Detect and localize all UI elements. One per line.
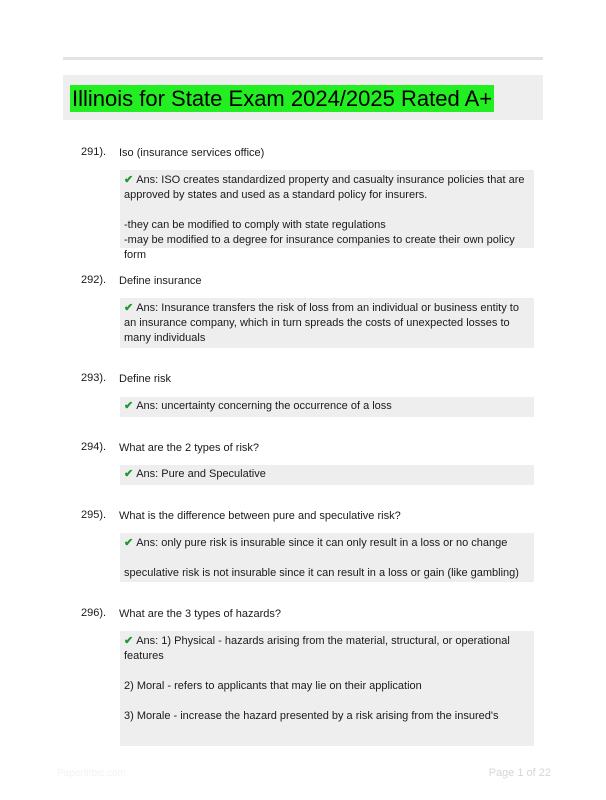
answer-line: -they can be modified to comply with state regulations <box>124 219 386 231</box>
answer-line: Ans: only pure risk is insurable since it can only result in a loss or no change <box>136 537 508 549</box>
top-divider <box>63 57 543 60</box>
question-text: Define risk <box>119 373 171 385</box>
check-icon: ✔ <box>124 537 134 549</box>
question-number: 291). <box>81 146 107 158</box>
footer-watermark: Papertitbic.com <box>57 768 126 779</box>
question-text: What is the difference between pure and speculative risk? <box>119 510 401 522</box>
check-icon: ✔ <box>124 635 134 647</box>
answer-line: Ans: 1) Physical - hazards arising from the material, structural, or operational features <box>124 635 510 662</box>
question-text: What are the 3 types of hazards? <box>119 608 282 620</box>
question-text: Iso (insurance services office) <box>119 147 265 159</box>
answer-line: 3) Morale - increase the hazard presented by a risk arising from the insured's <box>124 710 499 722</box>
check-icon: ✔ <box>124 174 134 186</box>
question-number: 294). <box>81 441 107 453</box>
answer-box <box>120 397 534 417</box>
check-icon: ✔ <box>124 302 134 314</box>
answer-line: Ans: Pure and Speculative <box>136 468 266 480</box>
question-number: 296). <box>81 607 107 619</box>
question-number: 293). <box>81 372 107 384</box>
answer-box <box>120 533 534 582</box>
answer-line: speculative risk is not insurable since it can result in a loss or gain (like gambling) <box>124 567 519 579</box>
answer-line: -may be modified to a degree for insurance companies to create their own policy form <box>124 234 515 261</box>
answer-box <box>120 298 534 348</box>
page-number: Page 1 of 22 <box>488 767 551 779</box>
answer-box <box>120 465 534 485</box>
question-number: 295). <box>81 509 107 521</box>
question-text: What are the 2 types of risk? <box>119 442 260 454</box>
answer-line: Ans: uncertainty concerning the occurrence of a loss <box>136 400 392 412</box>
answer-box <box>120 631 534 746</box>
question-number: 292). <box>81 274 107 286</box>
answer-line: Ans: Insurance transfers the risk of loss from an individual or business entity to an insurance company, which in turn spreads the costs of unexpected losses to many individuals <box>124 302 519 344</box>
check-icon: ✔ <box>124 468 134 480</box>
question-text: Define insurance <box>119 275 202 287</box>
check-icon: ✔ <box>124 400 134 412</box>
document-title: Illinois for State Exam 2024/2025 Rated A+ <box>72 86 493 111</box>
answer-line: 2) Moral - refers to applicants that may lie on their application <box>124 680 422 692</box>
answer-box <box>120 170 534 261</box>
answer-line: Ans: ISO creates standardized property and casualty insurance policies that are approved by states and used as a standard policy for insurers. <box>124 174 525 201</box>
